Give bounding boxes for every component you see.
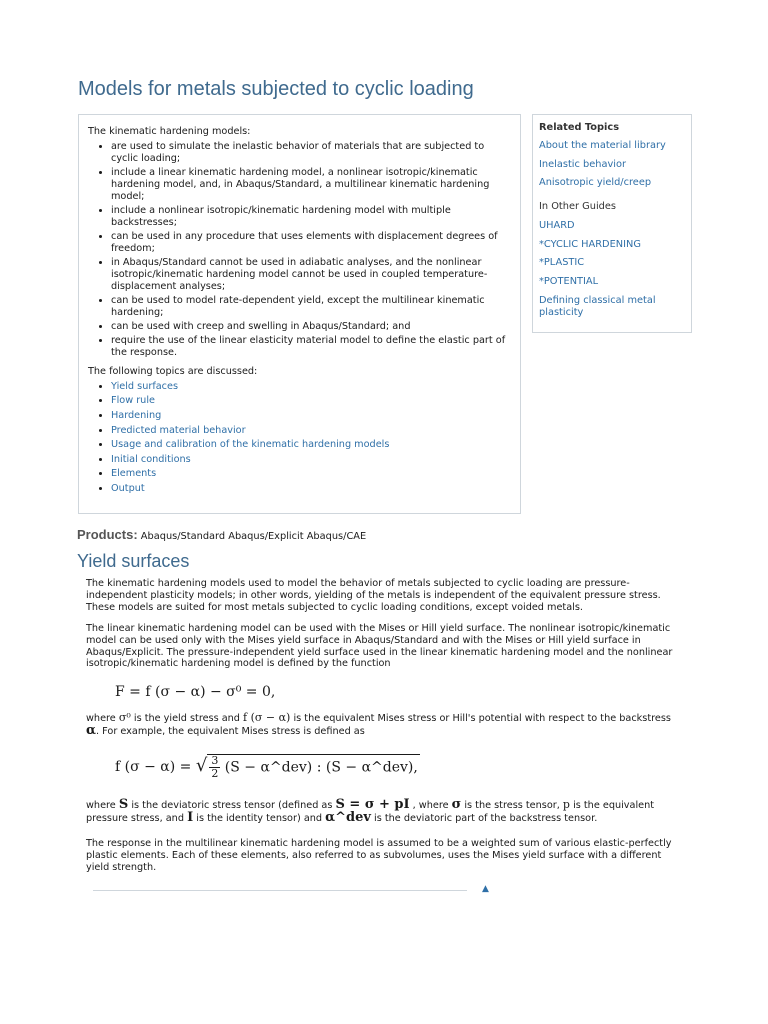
list-item: • can be used to model rate-dependent yield, except the multilinear kinematic hardening; [111, 295, 510, 319]
sqrt-content: $\frac{3}{2}$ (S − α^dev) : (S − α^dev), [207, 754, 420, 780]
symbol-f: f (σ − α) [243, 711, 291, 724]
topic-item [111, 454, 510, 466]
topic-link-yield-surfaces[interactable]: Yield surfaces [111, 380, 178, 392]
back-to-top-icon[interactable]: ▲ [482, 884, 489, 894]
products-line [77, 527, 366, 542]
paragraph-1: The kinematic hardening models used to model the behavior of metals subjected to cyclic loading are pressure-independent plasticity models; in other words, yielding of the metals is independent of the equivalent pressure stress. These models are suited for most metals subjected to cyclic loading conditions, except voided metals. [86, 578, 661, 613]
topic-link-initial-conditions[interactable]: Initial conditions [111, 453, 191, 465]
topics-list [88, 381, 510, 496]
symbol-I: I [187, 809, 194, 825]
topic-item [111, 381, 510, 393]
symbol-alpha: α [86, 722, 97, 738]
divider [93, 890, 467, 891]
topic-link-hardening[interactable]: Hardening [111, 409, 162, 421]
topic-link-predicted-behavior[interactable]: Predicted material behavior [111, 424, 246, 436]
topic-link-elements[interactable]: Elements [111, 468, 157, 480]
paragraph-5: The response in the multilinear kinematic hardening model is assumed to be a weighted sum of various elastic-perfectly plastic elements. Each of these elements, also referred to as subvolumes, uses the Mises yield surface with a different yield strength. [86, 838, 672, 873]
related-link-inelastic-behavior[interactable]: Inelastic behavior [539, 158, 627, 170]
topic-item [111, 425, 510, 437]
equation-yield-function: F = f (σ − α) − σ⁰ = 0, [115, 684, 276, 700]
list-item: • can be used in any procedure that uses elements with displacement degrees of freedom; [111, 231, 510, 255]
intro-bullet-list [88, 141, 510, 359]
guide-link-uhard[interactable]: UHARD [539, 220, 575, 232]
paragraph-4: where S is the deviatoric stress tensor (defined as S = σ + pI , where σ is the stress tensor, p is the equivalent pressure stress, and I is the identity tensor) and α^dev is the deviatoric part of the backstress tensor. [86, 797, 655, 825]
symbol-p: p [562, 798, 570, 811]
related-link-material-library[interactable]: About the material library [539, 140, 666, 151]
other-guides-title: In Other Guides [539, 201, 617, 213]
guide-link-potential[interactable]: *POTENTIAL [539, 275, 599, 287]
symbol-S-definition: S = σ + pI [335, 797, 410, 812]
topic-item [111, 410, 510, 422]
products-value: Abaqus/Standard Abaqus/Explicit Abaqus/CAE [140, 531, 367, 542]
intro-lead: The kinematic hardening models: [88, 126, 251, 137]
intro-box [78, 114, 521, 514]
topic-item [111, 439, 510, 451]
list-item: • can be used with creep and swelling in Abaqus/Standard; and [111, 321, 510, 333]
symbol-alpha-dev: α^dev [325, 809, 371, 825]
section-title: Yield surfaces [77, 551, 190, 571]
topic-item [111, 468, 510, 480]
topics-lead: The following topics are discussed: [88, 365, 258, 377]
list-item: • in Abaqus/Standard cannot be used in adiabatic analyses, and the nonlinear isotropic/kinematic hardening model cannot be used in coupled temperature-displacement analyses; [111, 257, 510, 293]
symbol-S: S [118, 797, 129, 812]
guide-link-cyclic-hardening[interactable]: *CYCLIC HARDENING [539, 238, 641, 250]
equation-mises: f (σ − α) = √ $\frac{3}{2}$ (S − α^dev) : (S − α^dev), [115, 754, 418, 780]
related-link-anisotropic-yield[interactable]: Anisotropic yield/creep [539, 177, 652, 189]
related-topics-title: Related Topics [539, 122, 620, 133]
fraction: $\frac{3}{2}$ [211, 754, 219, 780]
symbol-sigma: σ [451, 797, 462, 812]
products-label: Products: [77, 527, 138, 542]
symbol-sigma0: σ⁰ [118, 711, 131, 724]
related-topics-panel [532, 114, 692, 333]
list-item: • require the use of the linear elasticity material model to define the elastic part of the response. [111, 335, 510, 359]
list-item: • are used to simulate the inelastic behavior of materials that are subjected to cyclic loading; [111, 141, 510, 165]
topic-link-usage-calibration[interactable]: Usage and calibration of the kinematic hardening models [111, 439, 390, 451]
topic-link-flow-rule[interactable]: Flow rule [111, 395, 155, 407]
paragraph-2: The linear kinematic hardening model can be used with the Mises or Hill yield surface. The nonlinear isotropic/kinematic model can be used only with the Mises yield surface in Abaqus/Standard and with the Mises or Hill yield surface in Abaqus/Explicit. The pressure-independent yield surface used in the linear kinematic hardening model and the nonlinear isotropic/kinematic hardening model is defined by the function [86, 623, 673, 670]
guide-link-plastic[interactable]: *PLASTIC [539, 257, 585, 269]
paragraph-3: where σ⁰ is the yield stress and f (σ − α) is the equivalent Mises stress or Hill's potential with respect to the backstress α. For example, the equivalent Mises stress is defined as [86, 711, 671, 738]
list-item: • include a linear kinematic hardening model, a nonlinear isotropic/kinematic hardening model, and, in Abaqus/Standard, a multilinear kinematic hardening model; [111, 167, 510, 203]
topic-item [111, 483, 510, 495]
page-title: Models for metals subjected to cyclic loading [78, 78, 474, 100]
guide-link-classical-plasticity[interactable]: Defining classical metal plasticity [539, 294, 656, 318]
topic-link-output[interactable]: Output [111, 483, 145, 495]
list-item: • include a nonlinear isotropic/kinematic hardening model with multiple backstresses; [111, 205, 510, 229]
topic-item [111, 395, 510, 407]
